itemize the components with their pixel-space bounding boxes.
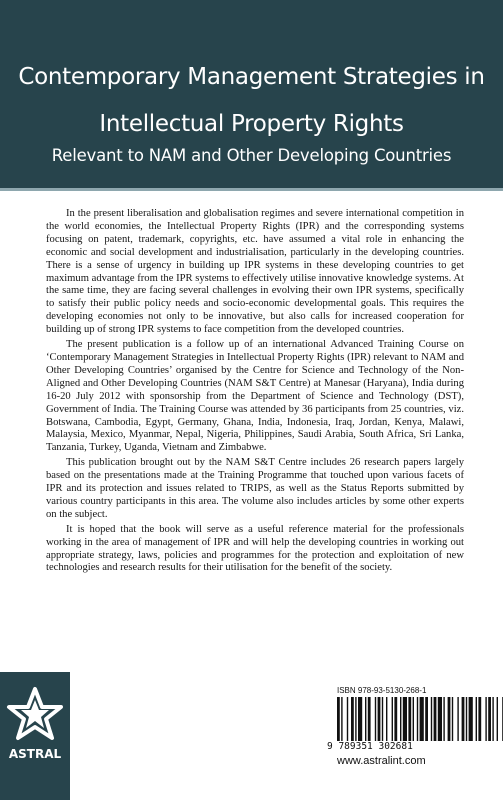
subtitle: Relevant to NAM and Other Developing Countries xyxy=(51,146,452,165)
isbn-label: ISBN 978-93-5130-268-1 xyxy=(337,686,427,695)
title-line-1: Contemporary Management Strategies in xyxy=(18,64,485,90)
barcode-icon xyxy=(337,697,503,741)
barcode-digits: 9 789351 302681 xyxy=(327,741,413,752)
publisher-name: ASTRAL xyxy=(8,747,62,761)
paragraph-2: The present publication is a follow up of an international Advanced Training Course on ‘Contemporary Management Strategies in Intellectual Property Rights (IPR) relevant to NAM and Other Developing Countries’ organised by the Centre for Science and Technology of the Non-Aligned and Other Developing Countries (NAM S&T Centre) at Manesar (Haryana), India during 16-20 July 2012 with sponsorship from the Department of Science and Technology (DST), Government of India. The Training Course was attended by 36 participants from 25 countries, viz. Botswana, Cambodia, Egypt, Germany, Ghana, India, Indonesia, Iraq, Jordan, Kenya, Malawi, Malaysia, Mexico, Myanmar, Nepal, Nigeria, Philippines, Saudi Arabia, South Africa, Sri Lanka, Tanzania, Turkey, Uganda, Vietnam and Zimbabwe. xyxy=(46,339,464,454)
title-line-2: Intellectual Property Rights xyxy=(99,111,404,137)
paragraph-3: This publication brought out by the NAM S&T Centre includes 26 research papers largely based on the presentations made at the Training Programme that touched upon various facets of IPR and its protection and issues related to TRIPS, as well as the Status Reports submitted by various country participants in this area. The volume also includes articles by some other experts on the subject. xyxy=(46,457,464,520)
cover-header xyxy=(0,0,503,191)
publisher-website: www.astralint.com xyxy=(337,755,426,767)
paragraph-4: It is hoped that the book will serve as a useful reference material for the professionals working in the area of management of IPR and will help the developing countries in working out appropriate strategy, laws, policies and programmes for the protection and exploitation of new technologies and research results for their utilisation for the benefit of the society. xyxy=(46,523,464,574)
star-icon xyxy=(6,686,64,742)
paragraph-1: In the present liberalisation and globalisation regimes and severe international competition in the world economies, the Intellectual Property Rights (IPR) and the corresponding systems focusing on patent, trademark, copyrights, etc. have assumed a vital role in enhancing the economic and social development and industrialisation, particularly in the developing countries. There is a sense of urgency in building up IPR systems in these developing countries to get maximum advantage from the IPR systems to effectively utilise innovative knowledge systems. At the same time, they are facing several challenges in evolving their own IPR systems, specifically to satisfy their public policy needs and socio-economic developmental goals. This requires the developing economies not only to be innovative, but also calls for increased cooperation for building up of strong IPR systems to face competition from the developed countries. xyxy=(46,208,464,336)
blurb-text xyxy=(46,208,464,577)
